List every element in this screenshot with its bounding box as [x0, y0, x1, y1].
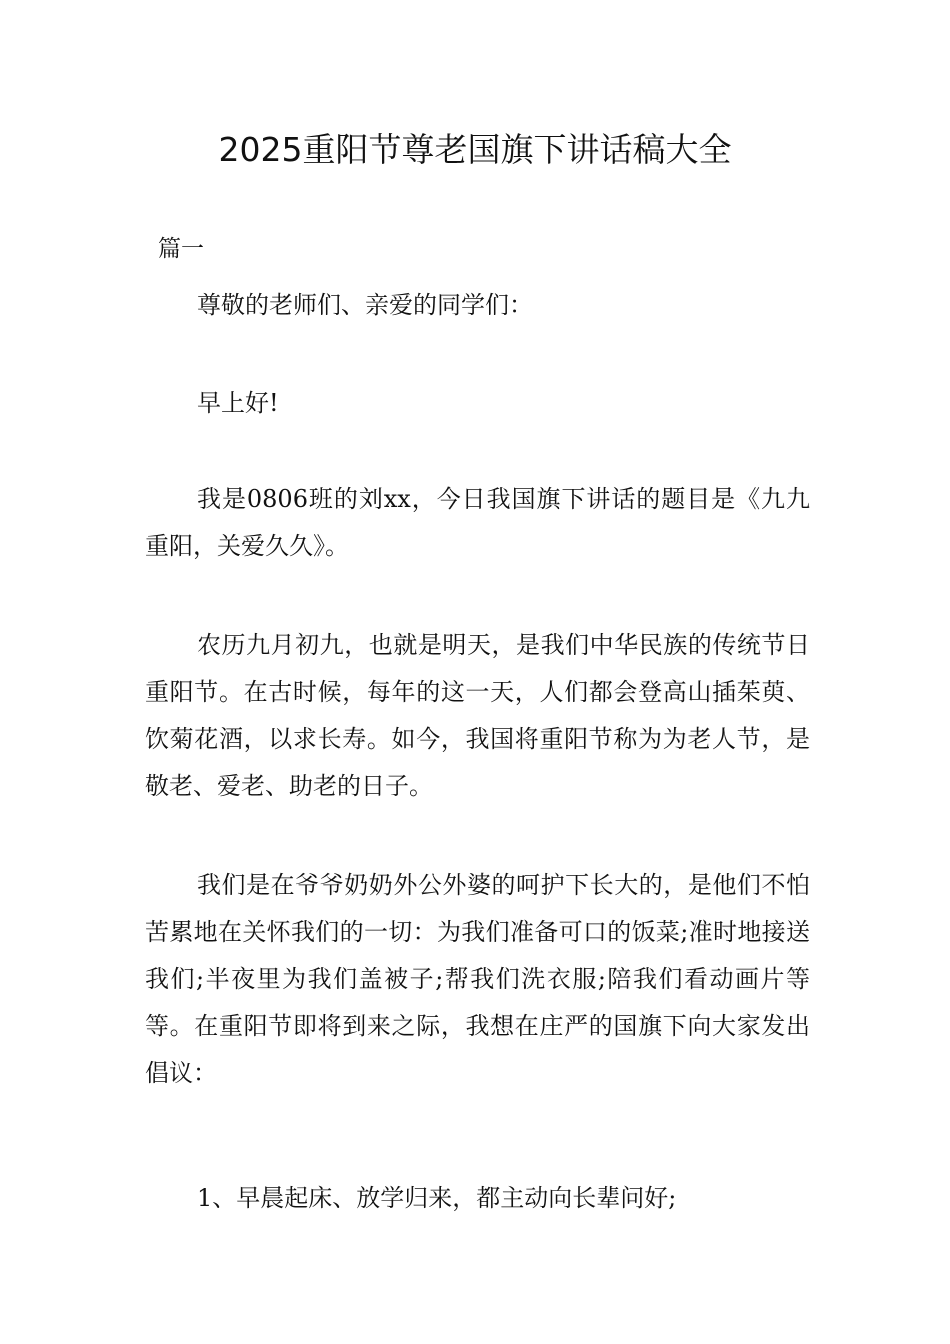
paragraph-proposal-1: 1、早晨起床、放学归来，都主动向长辈问好; — [197, 1184, 677, 1212]
paragraph-introduction: 我是0806班的刘xx，今日我国旗下讲话的题目是《九九重阳，关爱久久》。 — [145, 485, 810, 560]
paragraph-good-morning: 早上好! — [197, 389, 279, 417]
document-title: 2025重阳节尊老国旗下讲话稿大全 — [218, 130, 732, 169]
section-label: 篇一 — [158, 236, 204, 262]
paragraph-grandparents-care: 我们是在爷爷奶奶外公外婆的呵护下长大的，是他们不怕苦累地在关怀我们的一切：为我们准备可口的饭菜;准时地接送我们;半夜里为我们盖被子;帮我们洗衣服;陪我们看动画片等等。在重阳节即将到来之际，我想在庄严的国旗下向大家发出倡议： — [145, 871, 810, 1087]
paragraph-festival-origin: 农历九月初九，也就是明天，是我们中华民族的传统节日重阳节。在古时候，每年的这一天，人们都会登高山插茱萸、饮菊花酒，以求长寿。如今，我国将重阳节称为为老人节，是敬老、爱老、助老的日子。 — [145, 631, 810, 800]
paragraph-greeting: 尊敬的老师们、亲爱的同学们： — [197, 291, 533, 319]
